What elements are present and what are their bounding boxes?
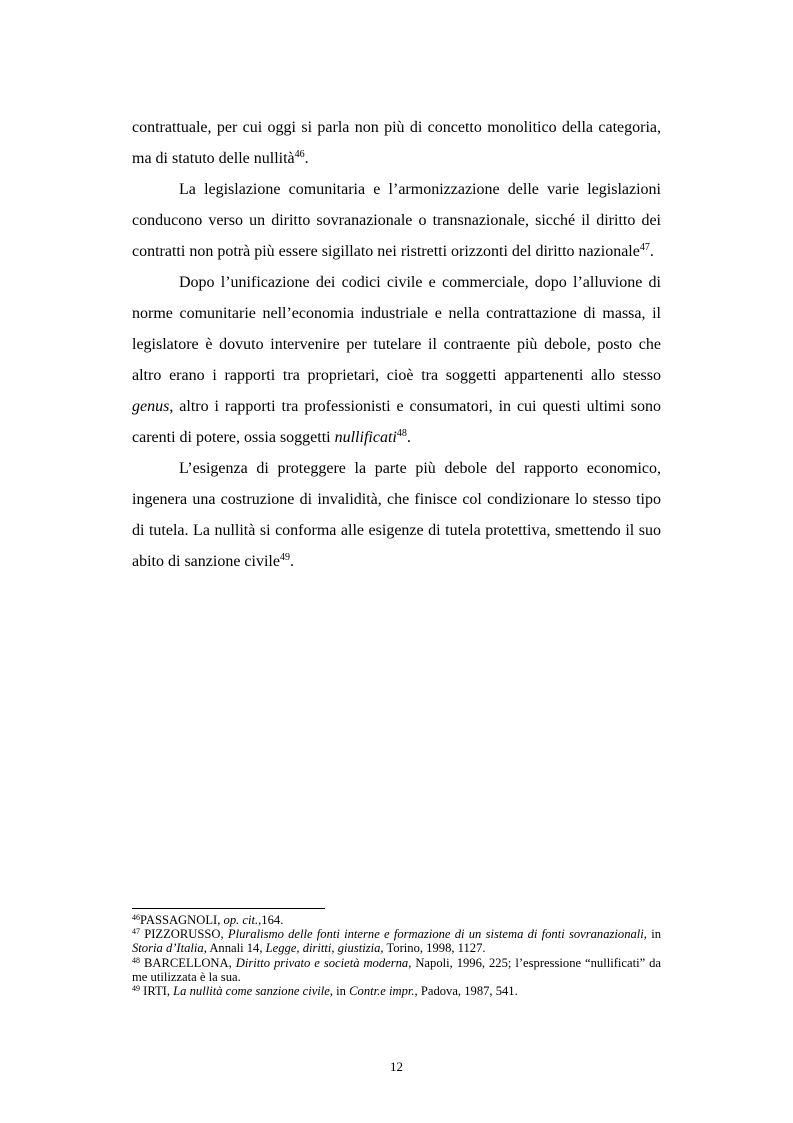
footnote-italic: Pluralismo delle fonti interne e formazione di un sistema di fonti sovranazionali, <box>227 927 647 942</box>
paragraph-text: . <box>649 243 654 260</box>
footnote-text: 164. <box>261 913 284 927</box>
paragraph-3 <box>132 267 661 453</box>
footnote-text: in <box>646 927 661 942</box>
italic-term: nullificati <box>334 429 397 446</box>
body-text <box>132 112 661 577</box>
footnote-italic: op. cit., <box>223 913 262 927</box>
footnote-ref-46[interactable]: 46 <box>294 149 305 160</box>
footnote-text: Torino, 1998, 1127. <box>383 941 486 956</box>
paragraph-text: . <box>406 429 411 446</box>
footnote-ref-49[interactable]: 49 <box>279 552 290 563</box>
footnote-46 <box>132 913 661 927</box>
footnote-number: 46 <box>132 913 140 922</box>
footnote-author: PIZZORUSSO, <box>140 927 228 942</box>
paragraph-text: . <box>304 150 309 167</box>
footnote-author: PASSAGNOLI, <box>140 913 224 927</box>
page-number: 12 <box>390 1059 403 1074</box>
footnote-text: , Napoli, 1996, 225; l’espressione “nullificati” da me utilizzata è la sua. <box>132 955 662 984</box>
footnote-48 <box>132 956 661 984</box>
footnote-italic: Legge, diritti, giustizia, <box>265 941 384 956</box>
footnote-italic: Diritto privato e società moderna <box>235 955 409 970</box>
paragraph-2 <box>132 174 661 267</box>
paragraph-text: L’esigenza di proteggere la parte più debole del rapporto economico, ingenera una costruzione di invalidità, che finisce col condizionare lo stesso tipo di tutela. La nullità si conforma alle esigenze di tutela protettiva, smettendo il suo abito di sanzione civile <box>132 460 661 570</box>
paragraph-text: , altro i rapporti tra professionisti e consumatori, in cui questi ultimi sono carenti di potere, ossia soggetti <box>132 398 661 446</box>
paragraph-text: Dopo l’unificazione dei codici civile e commerciale, dopo l’alluvione di norme comunitarie nell’economia industriale e nella contrattazione di massa, il legislatore è dovuto intervenire per tutelare il contraente più debole, posto che altro erano i rapporti tra proprietari, cioè tra soggetti appartenenti allo stesso <box>132 274 661 384</box>
footnote-number: 49 <box>132 984 140 994</box>
footnotes <box>132 913 661 998</box>
footnote-italic: Storia d’Italia, <box>132 941 207 956</box>
footnote-author: IRTI, <box>140 984 174 999</box>
italic-term: genus <box>132 398 170 415</box>
footnote-47 <box>132 927 661 955</box>
footnote-separator <box>132 908 325 909</box>
footnote-text: , in <box>329 984 350 999</box>
footnote-49 <box>132 984 661 998</box>
footnote-ref-48[interactable]: 48 <box>396 428 407 439</box>
paragraph-text: contrattuale, per cui oggi si parla non più di concetto monolitico della categoria, ma di statuto delle nullità <box>132 119 661 167</box>
footnote-text: Padova, 1987, 541. <box>417 984 518 999</box>
footnote-italic: Contr.e impr., <box>349 984 418 999</box>
paragraph-text: La legislazione comunitaria e l’armonizzazione delle varie legislazioni conducono verso un diritto sovranazionale o transnazionale, sicché il diritto dei contratti non potrà più essere sigillato nei ristretti orizzonti del diritto nazionale <box>132 181 661 260</box>
footnote-italic: La nullità come sanzione civile <box>173 984 330 999</box>
footnote-author: BARCELLONA, <box>140 955 236 970</box>
footnote-text: Annali 14, <box>206 941 266 956</box>
paragraph-1 <box>132 112 661 174</box>
paragraph-4 <box>132 453 661 577</box>
paragraph-text: . <box>289 553 294 570</box>
footnote-ref-47[interactable]: 47 <box>639 242 650 253</box>
footnote-number: 48 <box>132 955 140 965</box>
footnote-number: 47 <box>132 927 140 937</box>
